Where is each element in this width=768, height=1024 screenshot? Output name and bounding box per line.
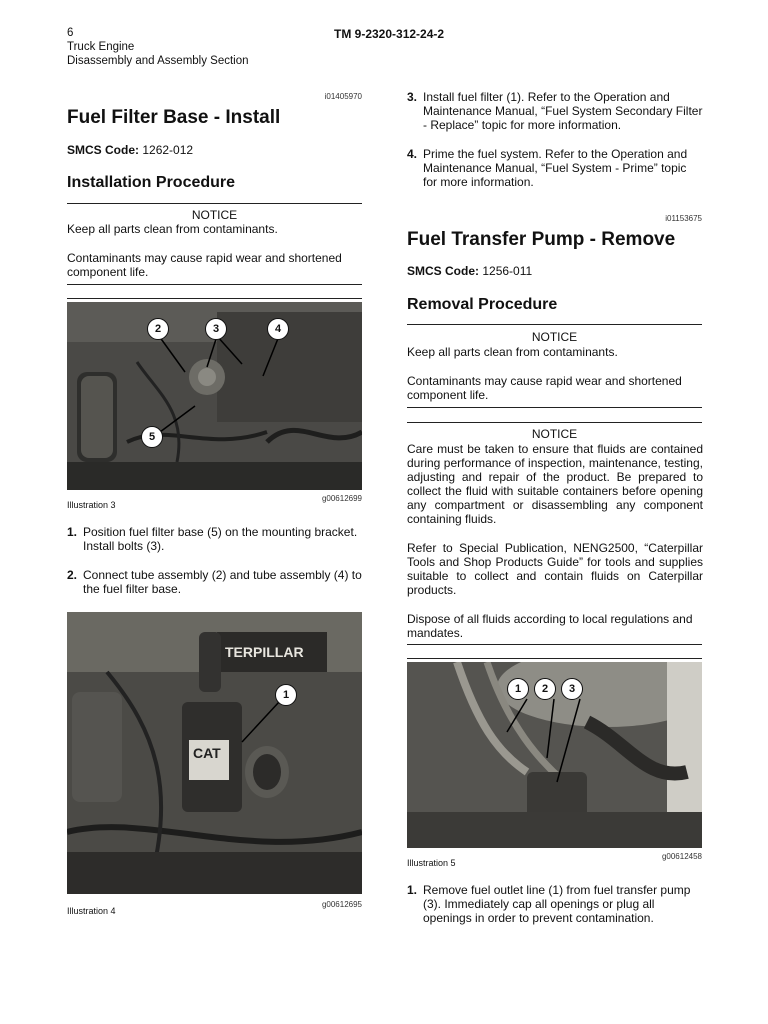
right-notice-1-text-1: Keep all parts clean from contaminants. [407, 345, 618, 359]
divider [407, 422, 702, 423]
illustration-3-photo [67, 302, 362, 490]
header-line-section: Disassembly and Assembly Section [67, 55, 249, 67]
right-notice-1-text-2: Contaminants may cause rapid wear and shortened component life. [407, 374, 682, 402]
right-section-title: Fuel Transfer Pump - Remove [407, 229, 676, 250]
illustration-3-label: Illustration 3 [67, 500, 116, 510]
fuel-filter-photo-graphic [67, 612, 362, 894]
step-3: 3. Install fuel filter (1). Refer to the Operation and Maintenance Manual, “Fuel System Secondary Filter - Replace” topic for more information. [407, 90, 703, 132]
right-notice-2-para-3: Dispose of all fluids according to local regulations and mandates. [407, 612, 693, 640]
illustration-3-callout-5: 5 [141, 426, 163, 448]
step-2: 2. Connect tube assembly (2) and tube assembly (4) to the fuel filter base. [67, 568, 362, 596]
left-notice-text-1: Keep all parts clean from contaminants. [67, 222, 278, 236]
left-section-title: Fuel Filter Base - Install [67, 107, 281, 128]
right-step-1: 1. Remove fuel outlet line (1) from fuel transfer pump (3). Immediately cap all openings or plug all openings in order to prevent contamination. [407, 883, 691, 925]
illustration-3-code: g00612699 [321, 494, 362, 503]
divider [407, 658, 702, 659]
illustration-4-callout-1: 1 [275, 684, 297, 706]
left-notice-text-2: Contaminants may cause rapid wear and shortened component life. [67, 251, 342, 279]
right-reference-id: i01153675 [665, 214, 702, 223]
illustration-5-label: Illustration 5 [407, 858, 456, 868]
divider [67, 203, 362, 204]
illustration-4-label: Illustration 4 [67, 906, 116, 916]
left-procedure-heading: Installation Procedure [67, 174, 236, 191]
illustration-4-photo [67, 612, 362, 894]
step-1: 1. Position fuel filter base (5) on the mounting bracket. Install bolts (3). [67, 525, 358, 553]
illustration-5-callout-3: 3 [561, 678, 583, 700]
divider [67, 284, 362, 285]
illustration-3-callout-2: 2 [147, 318, 169, 340]
illustration-5-code: g00612458 [661, 852, 702, 861]
divider [407, 407, 702, 408]
right-notice-2-title: NOTICE [531, 427, 578, 441]
left-notice-title: NOTICE [191, 208, 238, 222]
step-4: 4. Prime the fuel system. Refer to the Operation and Maintenance Manual, “Fuel System - Prime” topic for more information. [407, 147, 688, 189]
left-reference-id: i01405970 [324, 92, 362, 101]
page-number: 6 [67, 27, 74, 39]
right-procedure-heading: Removal Procedure [407, 296, 558, 313]
divider [407, 324, 702, 325]
illustration-5-photo [407, 662, 702, 848]
right-smcs-code: SMCS Code: 1256-011 [407, 264, 533, 278]
svg-text:TERPILLAR: TERPILLAR [225, 644, 304, 660]
illustration-3-callout-3: 3 [205, 318, 227, 340]
left-smcs-code: SMCS Code: 1262-012 [67, 143, 194, 157]
right-notice-2-para-1: Care must be taken to ensure that fluids are contained during performance of inspection, maintenance, testing, adjusting and repair of the product. Be prepared to collect the fluid with suitable containers before opening any compartment or disassembling any component containing fluids. [407, 442, 703, 526]
illustration-4-code: g00612695 [321, 900, 362, 909]
divider [407, 644, 702, 645]
document-id: TM 9-2320-312-24-2 [334, 27, 445, 41]
right-notice-2-para-2: Refer to Special Publication, NENG2500, “Caterpillar Tools and Shop Products Guide” for tools and supplies suitable to collect and contain fluids on Caterpillar products. [407, 541, 703, 597]
illustration-3-callout-4: 4 [267, 318, 289, 340]
svg-text:CAT: CAT [193, 745, 221, 761]
right-notice-1-title: NOTICE [531, 330, 578, 344]
illustration-5-callout-2: 2 [534, 678, 556, 700]
divider [67, 298, 362, 299]
illustration-5-callout-1: 1 [507, 678, 529, 700]
header-line-truck-engine: Truck Engine [67, 41, 135, 53]
